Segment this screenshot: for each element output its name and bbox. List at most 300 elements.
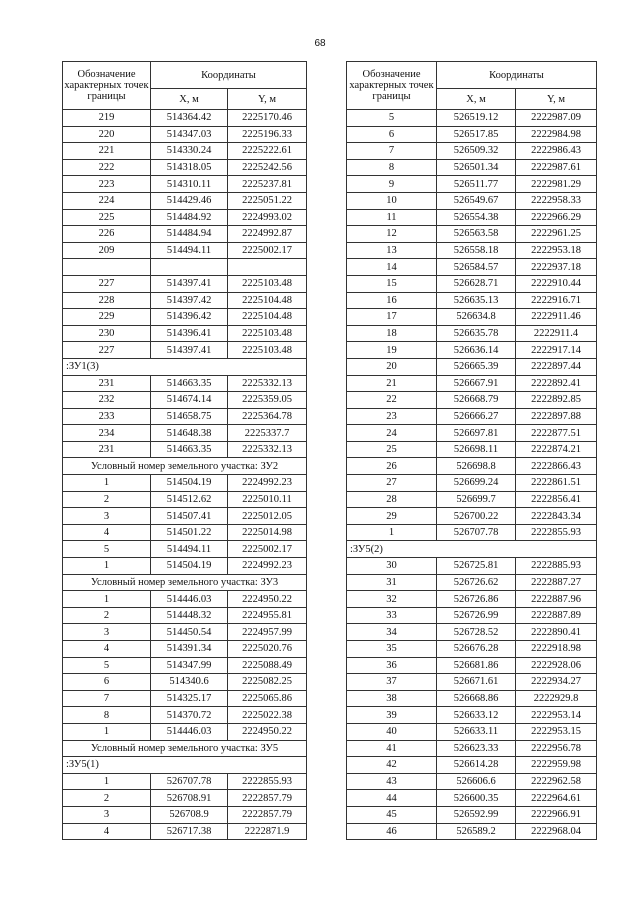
point-id-cell: 224 bbox=[63, 192, 151, 209]
x-coordinate-cell bbox=[151, 259, 228, 276]
x-coordinate-cell: 514663.35 bbox=[151, 441, 228, 458]
x-coordinate-cell: 526558.18 bbox=[437, 242, 516, 259]
point-id-cell: 1 bbox=[63, 475, 151, 492]
point-id-cell: 37 bbox=[347, 674, 437, 691]
y-coordinate-cell: 2225332.13 bbox=[228, 441, 307, 458]
point-id-cell: 33 bbox=[347, 607, 437, 624]
point-id-cell: 19 bbox=[347, 342, 437, 359]
table-row bbox=[63, 325, 307, 342]
y-coordinate-cell: 2225222.61 bbox=[228, 143, 307, 160]
point-id-cell: 13 bbox=[347, 242, 437, 259]
x-coordinate-cell: 526676.28 bbox=[437, 641, 516, 658]
point-id-cell: 5 bbox=[347, 110, 437, 127]
section-row bbox=[63, 757, 307, 774]
x-coordinate-cell: 514310.11 bbox=[151, 176, 228, 193]
table-row bbox=[347, 723, 597, 740]
table-row bbox=[347, 309, 597, 326]
x-coordinate-cell: 526584.57 bbox=[437, 259, 516, 276]
y-coordinate-cell: 2224992.23 bbox=[228, 475, 307, 492]
x-coordinate-cell: 514429.46 bbox=[151, 192, 228, 209]
y-coordinate-cell bbox=[228, 259, 307, 276]
table-row bbox=[347, 707, 597, 724]
x-coordinate-cell: 514446.03 bbox=[151, 591, 228, 608]
y-coordinate-cell: 2222918.98 bbox=[516, 641, 597, 658]
point-id-cell: 35 bbox=[347, 641, 437, 658]
table-row bbox=[63, 126, 307, 143]
point-id-cell: 25 bbox=[347, 441, 437, 458]
point-id-cell: 45 bbox=[347, 806, 437, 823]
x-coordinate-cell: 526634.8 bbox=[437, 309, 516, 326]
table-row bbox=[347, 740, 597, 757]
y-coordinate-cell: 2222987.09 bbox=[516, 110, 597, 127]
point-id-cell: 1 bbox=[63, 558, 151, 575]
point-id-cell: 12 bbox=[347, 226, 437, 243]
y-coordinate-cell: 2222911.46 bbox=[516, 309, 597, 326]
point-id-cell: 1 bbox=[347, 524, 437, 541]
x-coordinate-cell: 526517.85 bbox=[437, 126, 516, 143]
point-id-cell: 231 bbox=[63, 375, 151, 392]
x-coordinate-cell: 514397.41 bbox=[151, 275, 228, 292]
column-header-coordinates: Координаты bbox=[437, 62, 597, 89]
x-coordinate-cell: 526699.24 bbox=[437, 475, 516, 492]
y-coordinate-cell: 2222855.93 bbox=[516, 524, 597, 541]
y-coordinate-cell: 2224955.81 bbox=[228, 607, 307, 624]
point-id-cell: 21 bbox=[347, 375, 437, 392]
x-coordinate-cell: 526614.28 bbox=[437, 757, 516, 774]
y-coordinate-cell: 2225065.86 bbox=[228, 690, 307, 707]
y-coordinate-cell: 2225104.48 bbox=[228, 292, 307, 309]
table-row bbox=[63, 657, 307, 674]
column-header-y: Y, м bbox=[228, 89, 307, 110]
y-coordinate-cell: 2222984.98 bbox=[516, 126, 597, 143]
y-coordinate-cell: 2222916.71 bbox=[516, 292, 597, 309]
x-coordinate-cell: 514512.62 bbox=[151, 491, 228, 508]
y-coordinate-cell: 2222917.14 bbox=[516, 342, 597, 359]
point-id-cell: 227 bbox=[63, 342, 151, 359]
x-coordinate-cell: 514370.72 bbox=[151, 707, 228, 724]
point-id-cell: 43 bbox=[347, 773, 437, 790]
y-coordinate-cell: 2225337.7 bbox=[228, 425, 307, 442]
x-coordinate-cell: 514674.14 bbox=[151, 392, 228, 409]
table-row bbox=[63, 508, 307, 525]
point-id-cell: 18 bbox=[347, 325, 437, 342]
table-row bbox=[347, 425, 597, 442]
y-coordinate-cell: 2225002.17 bbox=[228, 242, 307, 259]
section-label: Условный номер земельного участка: ЗУ5 bbox=[63, 740, 307, 757]
table-row bbox=[63, 375, 307, 392]
x-coordinate-cell: 526681.86 bbox=[437, 657, 516, 674]
table-row bbox=[347, 757, 597, 774]
y-coordinate-cell: 2222964.61 bbox=[516, 790, 597, 807]
y-coordinate-cell: 2225170.46 bbox=[228, 110, 307, 127]
y-coordinate-cell: 2225051.22 bbox=[228, 192, 307, 209]
y-coordinate-cell: 2222968.04 bbox=[516, 823, 597, 840]
y-coordinate-cell: 2224957.99 bbox=[228, 624, 307, 641]
y-coordinate-cell: 2225082.25 bbox=[228, 674, 307, 691]
y-coordinate-cell: 2224992.87 bbox=[228, 226, 307, 243]
y-coordinate-cell: 2222887.89 bbox=[516, 607, 597, 624]
point-id-cell: 1 bbox=[63, 773, 151, 790]
table-row bbox=[347, 159, 597, 176]
x-coordinate-cell: 514448.32 bbox=[151, 607, 228, 624]
table-row bbox=[63, 607, 307, 624]
x-coordinate-cell: 526667.91 bbox=[437, 375, 516, 392]
table-row bbox=[347, 226, 597, 243]
x-coordinate-cell: 526699.7 bbox=[437, 491, 516, 508]
point-id-cell: 228 bbox=[63, 292, 151, 309]
y-coordinate-cell: 2222953.14 bbox=[516, 707, 597, 724]
table-row bbox=[63, 110, 307, 127]
table-row bbox=[63, 159, 307, 176]
y-coordinate-cell: 2222911.4 bbox=[516, 325, 597, 342]
point-id-cell: 27 bbox=[347, 475, 437, 492]
point-id-cell: 31 bbox=[347, 574, 437, 591]
y-coordinate-cell: 2222871.9 bbox=[228, 823, 307, 840]
point-id-cell: 5 bbox=[63, 657, 151, 674]
x-coordinate-cell: 526600.35 bbox=[437, 790, 516, 807]
y-coordinate-cell: 2222887.96 bbox=[516, 591, 597, 608]
x-coordinate-cell: 526707.78 bbox=[151, 773, 228, 790]
x-coordinate-cell: 526726.62 bbox=[437, 574, 516, 591]
y-coordinate-cell: 2225022.38 bbox=[228, 707, 307, 724]
point-id-cell: 226 bbox=[63, 226, 151, 243]
x-coordinate-cell: 514396.41 bbox=[151, 325, 228, 342]
point-id-cell: 3 bbox=[63, 508, 151, 525]
y-coordinate-cell: 2225002.17 bbox=[228, 541, 307, 558]
table-row bbox=[63, 392, 307, 409]
y-coordinate-cell: 2222937.18 bbox=[516, 259, 597, 276]
table-row bbox=[347, 607, 597, 624]
x-coordinate-cell: 526708.9 bbox=[151, 806, 228, 823]
section-row bbox=[63, 358, 307, 375]
point-id-cell: 40 bbox=[347, 723, 437, 740]
y-coordinate-cell: 2222843.34 bbox=[516, 508, 597, 525]
point-id-cell: 10 bbox=[347, 192, 437, 209]
y-coordinate-cell: 2222959.98 bbox=[516, 757, 597, 774]
table-row bbox=[63, 641, 307, 658]
x-coordinate-cell: 526589.2 bbox=[437, 823, 516, 840]
point-id-cell: 232 bbox=[63, 392, 151, 409]
x-coordinate-cell: 514397.41 bbox=[151, 342, 228, 359]
y-coordinate-cell: 2225020.76 bbox=[228, 641, 307, 658]
point-id-cell: 225 bbox=[63, 209, 151, 226]
point-id-cell: 234 bbox=[63, 425, 151, 442]
point-id-cell: 7 bbox=[347, 143, 437, 160]
table-row bbox=[347, 292, 597, 309]
y-coordinate-cell: 2222866.43 bbox=[516, 458, 597, 475]
table-row bbox=[347, 491, 597, 508]
point-id-cell: 42 bbox=[347, 757, 437, 774]
point-id-cell: 22 bbox=[347, 392, 437, 409]
x-coordinate-cell: 526635.78 bbox=[437, 325, 516, 342]
y-coordinate-cell: 2225103.48 bbox=[228, 275, 307, 292]
table-row bbox=[63, 491, 307, 508]
point-id-cell: 32 bbox=[347, 591, 437, 608]
x-coordinate-cell: 526717.38 bbox=[151, 823, 228, 840]
table-row bbox=[347, 591, 597, 608]
column-header-y: Y, м bbox=[516, 89, 597, 110]
coordinates-table-left bbox=[62, 61, 307, 840]
table-row bbox=[63, 806, 307, 823]
table-row bbox=[63, 707, 307, 724]
table-row bbox=[63, 475, 307, 492]
point-id-cell: 4 bbox=[63, 524, 151, 541]
table-row bbox=[347, 275, 597, 292]
table-row bbox=[347, 392, 597, 409]
column-header-point: Обозначение характерных точек границы bbox=[347, 62, 437, 110]
y-coordinate-cell: 2224950.22 bbox=[228, 723, 307, 740]
point-id-cell: 2 bbox=[63, 607, 151, 624]
table-row bbox=[347, 508, 597, 525]
x-coordinate-cell: 514397.42 bbox=[151, 292, 228, 309]
x-coordinate-cell: 514364.42 bbox=[151, 110, 228, 127]
column-header-x: X, м bbox=[151, 89, 228, 110]
point-id-cell: 39 bbox=[347, 707, 437, 724]
table-row bbox=[63, 425, 307, 442]
x-coordinate-cell: 526665.39 bbox=[437, 358, 516, 375]
y-coordinate-cell: 2222861.51 bbox=[516, 475, 597, 492]
table-row bbox=[63, 624, 307, 641]
table-row bbox=[63, 275, 307, 292]
x-coordinate-cell: 526666.27 bbox=[437, 408, 516, 425]
point-id-cell: 3 bbox=[63, 806, 151, 823]
point-id-cell: 6 bbox=[63, 674, 151, 691]
table-row bbox=[347, 259, 597, 276]
point-id-cell: 9 bbox=[347, 176, 437, 193]
table-row bbox=[347, 209, 597, 226]
y-coordinate-cell: 2222856.41 bbox=[516, 491, 597, 508]
point-id-cell: 38 bbox=[347, 690, 437, 707]
table-row bbox=[63, 524, 307, 541]
y-coordinate-cell: 2222961.25 bbox=[516, 226, 597, 243]
point-id-cell: 230 bbox=[63, 325, 151, 342]
x-coordinate-cell: 526509.32 bbox=[437, 143, 516, 160]
y-coordinate-cell: 2225237.81 bbox=[228, 176, 307, 193]
table-row bbox=[63, 226, 307, 243]
x-coordinate-cell: 526726.99 bbox=[437, 607, 516, 624]
coordinates-table-right bbox=[346, 61, 597, 840]
x-coordinate-cell: 526549.67 bbox=[437, 192, 516, 209]
point-id-cell: 5 bbox=[63, 541, 151, 558]
table-row bbox=[347, 143, 597, 160]
table-row bbox=[63, 309, 307, 326]
point-id-cell: 221 bbox=[63, 143, 151, 160]
point-id-cell: 26 bbox=[347, 458, 437, 475]
y-coordinate-cell: 2222986.43 bbox=[516, 143, 597, 160]
x-coordinate-cell: 526511.77 bbox=[437, 176, 516, 193]
table-row bbox=[63, 259, 307, 276]
column-header-point: Обозначение характерных точек границы bbox=[63, 62, 151, 110]
table-row bbox=[347, 558, 597, 575]
table-row bbox=[347, 126, 597, 143]
x-coordinate-cell: 514494.11 bbox=[151, 541, 228, 558]
y-coordinate-cell: 2225088.49 bbox=[228, 657, 307, 674]
table-row bbox=[63, 558, 307, 575]
y-coordinate-cell: 2225014.98 bbox=[228, 524, 307, 541]
y-coordinate-cell: 2224993.02 bbox=[228, 209, 307, 226]
table-row bbox=[347, 375, 597, 392]
table-row bbox=[347, 441, 597, 458]
table-row bbox=[347, 325, 597, 342]
table-row bbox=[63, 292, 307, 309]
y-coordinate-cell: 2222956.78 bbox=[516, 740, 597, 757]
y-coordinate-cell: 2225332.13 bbox=[228, 375, 307, 392]
y-coordinate-cell: 2225242.56 bbox=[228, 159, 307, 176]
y-coordinate-cell: 2222855.93 bbox=[228, 773, 307, 790]
table-row bbox=[347, 192, 597, 209]
x-coordinate-cell: 526698.8 bbox=[437, 458, 516, 475]
x-coordinate-cell: 526636.14 bbox=[437, 342, 516, 359]
table-row bbox=[347, 242, 597, 259]
table-row bbox=[63, 143, 307, 160]
point-id-cell: 219 bbox=[63, 110, 151, 127]
x-coordinate-cell: 514663.35 bbox=[151, 375, 228, 392]
table-row bbox=[63, 209, 307, 226]
point-id-cell: 23 bbox=[347, 408, 437, 425]
section-label: :ЗУ5(2) bbox=[347, 541, 597, 558]
point-id-cell: 220 bbox=[63, 126, 151, 143]
section-label: :ЗУ1(3) bbox=[63, 358, 307, 375]
table-row bbox=[347, 790, 597, 807]
section-row bbox=[63, 574, 307, 591]
x-coordinate-cell: 514318.05 bbox=[151, 159, 228, 176]
point-id-cell: 4 bbox=[63, 823, 151, 840]
point-id-cell: 20 bbox=[347, 358, 437, 375]
table-row bbox=[63, 441, 307, 458]
table-row bbox=[63, 690, 307, 707]
x-coordinate-cell: 526563.58 bbox=[437, 226, 516, 243]
point-id-cell: 11 bbox=[347, 209, 437, 226]
section-label: :ЗУ5(1) bbox=[63, 757, 307, 774]
table-row bbox=[347, 458, 597, 475]
table-row bbox=[347, 524, 597, 541]
x-coordinate-cell: 526606.6 bbox=[437, 773, 516, 790]
point-id-cell: 17 bbox=[347, 309, 437, 326]
column-header-coordinates: Координаты bbox=[151, 62, 307, 89]
y-coordinate-cell: 2222897.88 bbox=[516, 408, 597, 425]
section-row bbox=[347, 541, 597, 558]
x-coordinate-cell: 526708.91 bbox=[151, 790, 228, 807]
point-id-cell: 227 bbox=[63, 275, 151, 292]
point-id-cell: 15 bbox=[347, 275, 437, 292]
point-id-cell: 24 bbox=[347, 425, 437, 442]
y-coordinate-cell: 2222892.85 bbox=[516, 392, 597, 409]
point-id-cell: 29 bbox=[347, 508, 437, 525]
x-coordinate-cell: 526554.38 bbox=[437, 209, 516, 226]
point-id-cell: 34 bbox=[347, 624, 437, 641]
table-row bbox=[347, 110, 597, 127]
point-id-cell: 6 bbox=[347, 126, 437, 143]
y-coordinate-cell: 2225196.33 bbox=[228, 126, 307, 143]
x-coordinate-cell: 526628.71 bbox=[437, 275, 516, 292]
point-id-cell: 8 bbox=[63, 707, 151, 724]
x-coordinate-cell: 514507.41 bbox=[151, 508, 228, 525]
point-id-cell: 14 bbox=[347, 259, 437, 276]
y-coordinate-cell: 2222953.18 bbox=[516, 242, 597, 259]
x-coordinate-cell: 526671.61 bbox=[437, 674, 516, 691]
table-row bbox=[63, 591, 307, 608]
section-label: Условный номер земельного участка: ЗУ3 bbox=[63, 574, 307, 591]
x-coordinate-cell: 526519.12 bbox=[437, 110, 516, 127]
y-coordinate-cell: 2225010.11 bbox=[228, 491, 307, 508]
table-row bbox=[63, 674, 307, 691]
x-coordinate-cell: 514484.94 bbox=[151, 226, 228, 243]
x-coordinate-cell: 514347.03 bbox=[151, 126, 228, 143]
y-coordinate-cell: 2222966.29 bbox=[516, 209, 597, 226]
y-coordinate-cell: 2225012.05 bbox=[228, 508, 307, 525]
y-coordinate-cell: 2225104.48 bbox=[228, 309, 307, 326]
section-row bbox=[63, 458, 307, 475]
y-coordinate-cell: 2222981.29 bbox=[516, 176, 597, 193]
x-coordinate-cell: 526700.22 bbox=[437, 508, 516, 525]
table-row bbox=[347, 358, 597, 375]
section-row bbox=[63, 740, 307, 757]
x-coordinate-cell: 526668.86 bbox=[437, 690, 516, 707]
x-coordinate-cell: 526698.11 bbox=[437, 441, 516, 458]
x-coordinate-cell: 514446.03 bbox=[151, 723, 228, 740]
y-coordinate-cell: 2222890.41 bbox=[516, 624, 597, 641]
table-row bbox=[347, 657, 597, 674]
x-coordinate-cell: 526592.99 bbox=[437, 806, 516, 823]
y-coordinate-cell: 2225103.48 bbox=[228, 342, 307, 359]
x-coordinate-cell: 526501.34 bbox=[437, 159, 516, 176]
point-id-cell: 30 bbox=[347, 558, 437, 575]
y-coordinate-cell: 2222928.06 bbox=[516, 657, 597, 674]
point-id-cell: 3 bbox=[63, 624, 151, 641]
table-row bbox=[347, 674, 597, 691]
y-coordinate-cell: 2225364.78 bbox=[228, 408, 307, 425]
table-row bbox=[347, 624, 597, 641]
table-row bbox=[63, 541, 307, 558]
x-coordinate-cell: 514658.75 bbox=[151, 408, 228, 425]
y-coordinate-cell: 2222887.27 bbox=[516, 574, 597, 591]
x-coordinate-cell: 526633.11 bbox=[437, 723, 516, 740]
x-coordinate-cell: 514504.19 bbox=[151, 558, 228, 575]
point-id-cell: 4 bbox=[63, 641, 151, 658]
table-row bbox=[63, 342, 307, 359]
y-coordinate-cell: 2222929.8 bbox=[516, 690, 597, 707]
y-coordinate-cell: 2222953.15 bbox=[516, 723, 597, 740]
x-coordinate-cell: 514504.19 bbox=[151, 475, 228, 492]
y-coordinate-cell: 2222958.33 bbox=[516, 192, 597, 209]
point-id-cell: 222 bbox=[63, 159, 151, 176]
table-row bbox=[63, 192, 307, 209]
table-row bbox=[347, 823, 597, 840]
table-row bbox=[63, 176, 307, 193]
x-coordinate-cell: 526633.12 bbox=[437, 707, 516, 724]
table-row bbox=[347, 773, 597, 790]
x-coordinate-cell: 526697.81 bbox=[437, 425, 516, 442]
y-coordinate-cell: 2222857.79 bbox=[228, 806, 307, 823]
table-row bbox=[347, 475, 597, 492]
y-coordinate-cell: 2222910.44 bbox=[516, 275, 597, 292]
point-id-cell: 231 bbox=[63, 441, 151, 458]
column-header-x: X, м bbox=[437, 89, 516, 110]
table-row bbox=[63, 823, 307, 840]
point-id-cell: 44 bbox=[347, 790, 437, 807]
x-coordinate-cell: 514450.54 bbox=[151, 624, 228, 641]
x-coordinate-cell: 526635.13 bbox=[437, 292, 516, 309]
x-coordinate-cell: 514494.11 bbox=[151, 242, 228, 259]
table-row bbox=[63, 723, 307, 740]
page-number: 68 bbox=[314, 38, 326, 49]
x-coordinate-cell: 526668.79 bbox=[437, 392, 516, 409]
table-row bbox=[63, 790, 307, 807]
point-id-cell: 223 bbox=[63, 176, 151, 193]
x-coordinate-cell: 514347.99 bbox=[151, 657, 228, 674]
point-id-cell: 8 bbox=[347, 159, 437, 176]
y-coordinate-cell: 2222885.93 bbox=[516, 558, 597, 575]
